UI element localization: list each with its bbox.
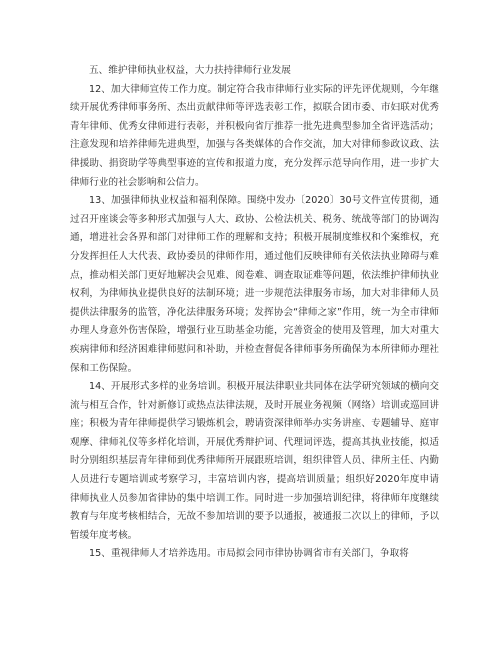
section-heading: 五、维护律师执业权益，大力扶持律师行业发展: [89, 65, 291, 76]
paragraph-12: 12、加大律师宣传工作力度。制定符合我市律师行业实际的评先评优规则，今年继续开展优秀律师事务所、杰出贡献律师等评选表彰工作，拟联合团市委、市妇联对优秀青年律师、优秀女律师进行表彰，并积极向省厅推荐一批先进典型参加全省评选活动；注意发现和培养律师先进典型，加强与各类媒体的合作交流，加大对律师参政议政、法律援助、捐资助学等典型事迹的宣传和报道力度，充分发挥示范导向作用，进一步扩大律师行业的社会影响和公信力。: [70, 83, 439, 188]
paragraph-13: 13、加强律师执业权益和福利保障。围绕中发办〔2020〕30号文件宣传贯彻，通过召开座谈会等多种形式加强与人大、政协、公检法机关、税务、统战等部门的协调沟通，增进社会各界和部门对律师工作的理解和支持；积极开展制度维权和个案维权，充分发挥担任人大代表、政协委员的律师作用，通过他们反映律师有关依法执业障碍与难点，推动相关部门更好地解决会见难、阅卷难、调查取证难等问题，依法维护律师执业权利，为律师执业提供良好的法制环境；进一步规范法律服务市场，加大对非律师人员提供法律服务的监管，净化法律服务环境；发挥协会“律师之家”作用，统一为全市律师办理人身意外伤害保险，增强行业互助基金功能，完善资金的使用及管理，加大对重大疾病律师和经济困难律师慰问和补助，并检查督促各律师事务所确保为本所律师办理社保和工伤保险。: [70, 195, 439, 374]
paragraph-15: 15、重视律师人才培养选用。市局拟会同市律协协调省市有关部门，争取将: [89, 548, 409, 560]
document-body: [70, 62, 439, 564]
paragraph-14: 14、开展形式多样的业务培训。积极开展法律职业共同体在法学研究领域的横向交流与相互合作，针对新修订或热点法律法规，及时开展业务视频（网络）培训或巡回讲座；积极为青年律师提供学习锻炼机会，聘请资深律师举办实务讲座、专题辅导、庭审观摩、律师礼仪等多样化培训，开展优秀辩护词、代理词评选，提高其执业技能，拟适时分别组织基层青年律师到优秀律师所开展跟班培训，组织律管人员、律所主任、内勤人员进行专题培训或考察学习，丰富培训内容，提高培训质量；组织好2020年度申请律师执业人员参加省律协的集中培训工作。同时进一步加强培训纪律，将律师年度继续教育与年度考核相结合，无故不参加培训的要予以通报，被通报二次以上的律师，予以暂缓年度考核。: [70, 381, 439, 541]
